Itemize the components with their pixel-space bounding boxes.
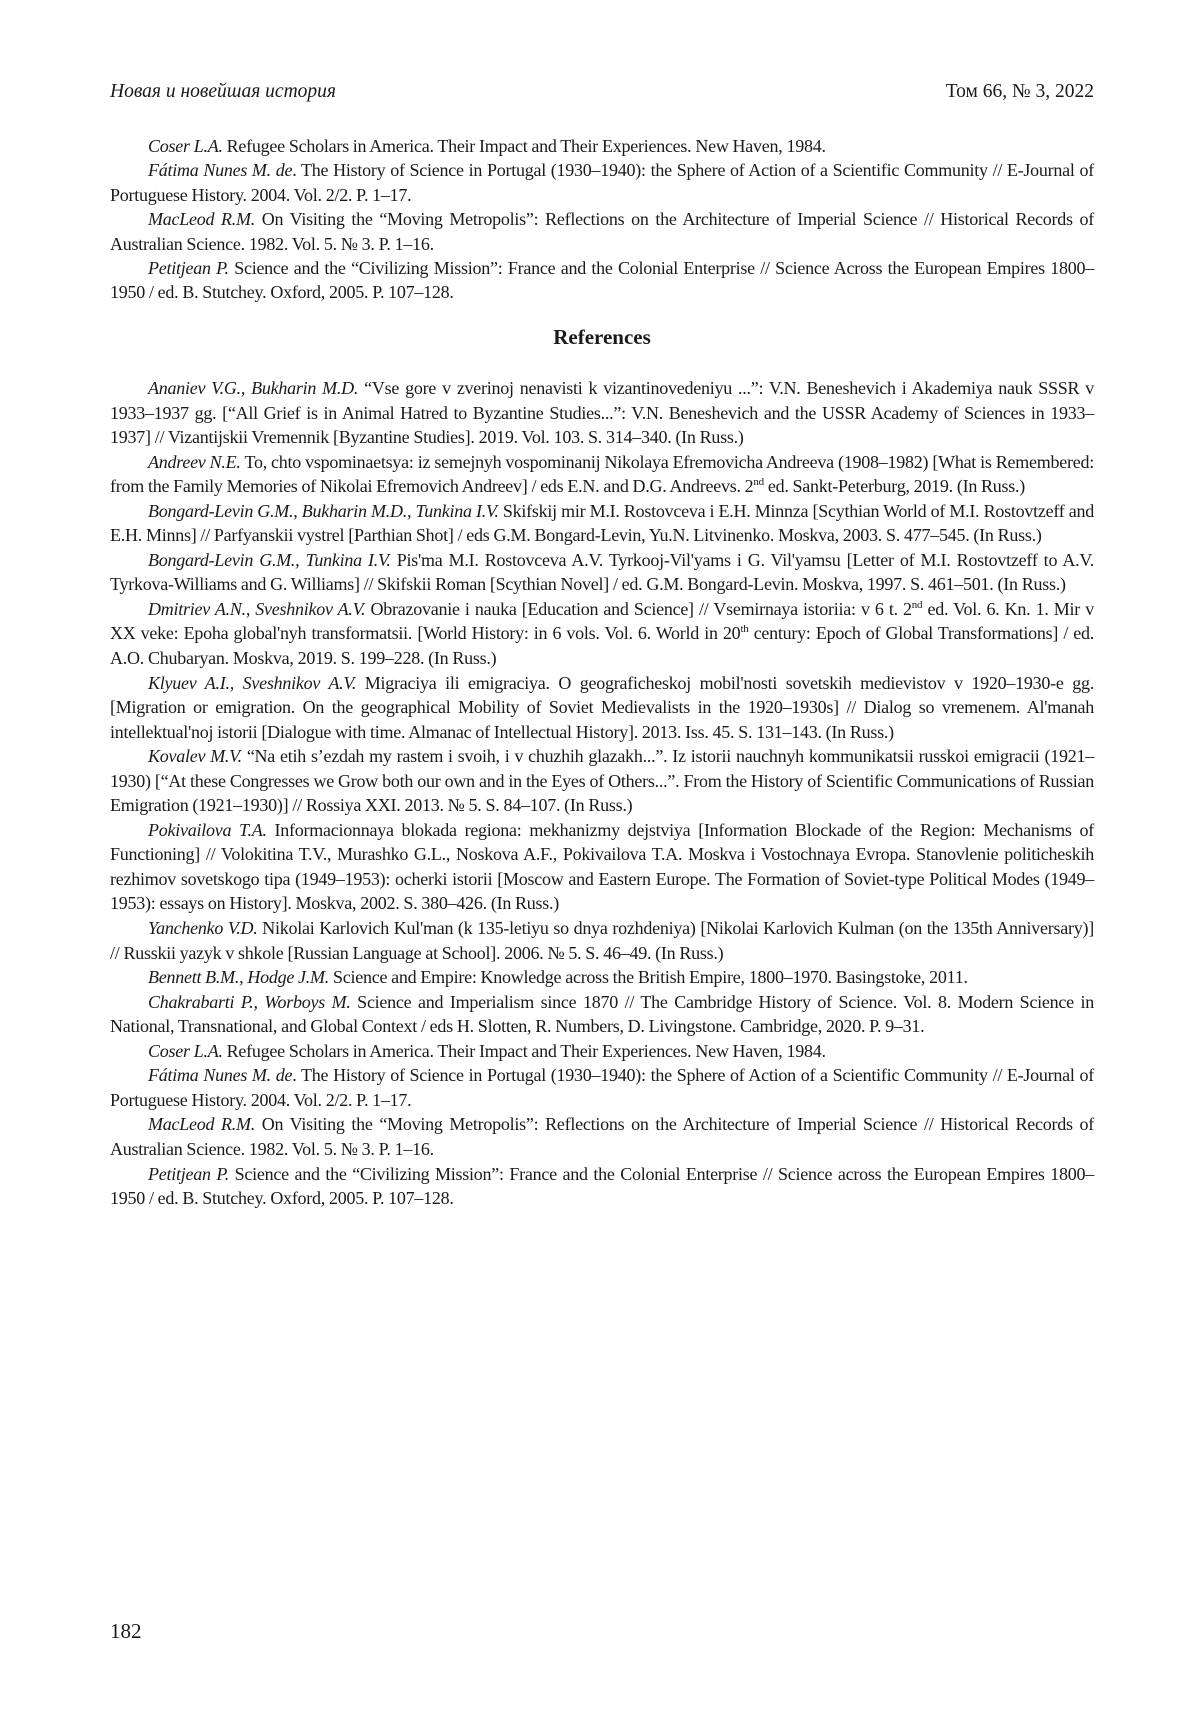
bib-text: Refugee Scholars in America. Their Impact and Their Experiences. New Haven, 1984. [223, 136, 826, 156]
ref-superscript: nd [753, 476, 764, 488]
ref-text: “Na etih s’ezdah my rastem i svoih, i v chuzhih glazakh...”. Iz istorii nauchnyh kommunikatsii russkoi emigracii (1921–1930) [“At these Congresses we Grow both our own and in the Eyes of Others...”. From the History of Scientific Communications of Russian Emigration (1921–1930)] // Rossiya XXI. 2013. № 5. S. 84–107. (In Russ.) [110, 746, 1094, 815]
ref-author: Coser L.A. [148, 1041, 223, 1061]
reference-entry [110, 597, 1094, 671]
ref-text: . The History of Science in Portugal (1930–1940): the Sphere of Action of a Scientific Community // E-Journal of Portuguese History. 2004. Vol. 2/2. P. 1–17. [110, 1065, 1094, 1110]
reference-entry [110, 1162, 1094, 1211]
ref-author: Bennett B.M., Hodge J.M. [148, 967, 329, 987]
page-number: 182 [110, 1618, 142, 1644]
bib-author: Fátima Nunes M. de [148, 160, 292, 180]
ref-author: Bongard-Levin G.M., Bukharin M.D., Tunkina I.V. [148, 501, 499, 521]
bib-entry [110, 256, 1094, 305]
ref-author: Pokivailova T.A. [148, 820, 267, 840]
bib-entry [110, 158, 1094, 207]
ref-text: century: Epoch of Global Transformations] / ed. A.O. Chubaryan. Moskva, 2019. S. 199–228. (In Russ.) [110, 623, 1094, 668]
ref-superscript: th [740, 623, 748, 635]
reference-entry [110, 376, 1094, 450]
ref-author: Kovalev M.V. [148, 746, 242, 766]
bib-author: Coser L.A. [148, 136, 223, 156]
reference-entry [110, 1112, 1094, 1161]
ref-text: “Vse gore v zverinoj nenavisti k vizantinovedeniyu ...”: V.N. Beneshevich i Akademiya nauk SSSR v 1933–1937 gg. [“All Grief is in Animal Hatred to Byzantine Studies...”: V.N. Beneshevich and the USSR Academy of Sciences in 1933–1937] // Vizantijskii Vremennik [Byzantine Studies]. 2019. Vol. 103. S. 314–340. (In Russ.) [110, 378, 1094, 447]
ref-text: Obrazovanie i nauka [Education and Science] // Vsemirnaya istoriia: v 6 t. 2 [365, 599, 912, 619]
reference-entry [110, 965, 1094, 990]
running-head [110, 80, 1094, 104]
ref-author: Klyuev A.I., Sveshnikov A.V. [148, 673, 356, 693]
ref-text: Migraciya ili emigraciya. O geograficheskoj mobil'nosti sovetskih medievistov v 1920–1930-e gg. [Migration or emigration. On the geographical Mobility of Soviet Medievalists in the 1920–1930s] // Dialog so vremenem. Al'manah intellektual'noj istorii [Dialogue with time. Almanac of Intellectual History]. 2013. Iss. 45. S. 131–143. (In Russ.) [110, 673, 1094, 742]
ref-text: Science and Imperialism since 1870 // The Cambridge History of Science. Vol. 8. Modern Science in National, Transnational, and Global Context / eds H. Slotten, R. Numbers, D. Livingstone. Cambridge, 2020. P. 9–31. [110, 992, 1094, 1037]
ref-author: Chakrabarti P., Worboys M. [148, 992, 351, 1012]
bib-author: Petitjean P. [148, 258, 229, 278]
reference-entry [110, 1039, 1094, 1064]
ref-text: Nikolai Karlovich Kul'man (k 135-letiyu so dnya rozhdeniya) [Nikolai Karlovich Kulman (on the 135th Anniversary)] // Russkii yazyk v shkole [Russian Language at School]. 2006. № 5. S. 46–49. (In Russ.) [110, 918, 1094, 963]
ref-author: Andreev N.E. [148, 452, 241, 472]
ref-superscript: nd [912, 599, 923, 611]
bib-entry [110, 207, 1094, 256]
ref-text: Science and the “Civilizing Mission”: France and the Colonial Enterprise // Science across the European Empires 1800–1950 / ed. B. Stutchey. Oxford, 2005. P. 107–128. [110, 1164, 1094, 1209]
ref-author: Ananiev V.G., Bukharin M.D. [148, 378, 358, 398]
ref-author: Petitjean P. [148, 1164, 229, 1184]
bib-author: MacLeod R.M. [148, 209, 255, 229]
issue-info: Том 66, № 3, 2022 [946, 80, 1094, 104]
ref-text: Refugee Scholars in America. Their Impact and Their Experiences. New Haven, 1984. [223, 1041, 826, 1061]
bib-entry [110, 134, 1094, 158]
bib-text: On Visiting the “Moving Metropolis”: Reflections on the Architecture of Imperial Science // Historical Records of Australian Science. 1982. Vol. 5. № 3. P. 1–16. [110, 209, 1094, 253]
ref-text: Pis'ma M.I. Rostovceva A.V. Tyrkooj-Vil'yams i G. Vil'yamsu [Letter of M.I. Rostovtzeff to A.V. Tyrkova-Williams and G. Williams] // Skifskii Roman [Scythian Novel] / ed. G.M. Bongard-Levin. Moskva, 1997. S. 461–501. (In Russ.) [110, 550, 1094, 595]
ref-text: ed. Sankt-Peterburg, 2019. (In Russ.) [764, 476, 1025, 496]
ref-author: Bongard-Levin G.M., Tunkina I.V. [148, 550, 391, 570]
ref-text: Informacionnaya blokada regiona: mekhanizmy dejstviya [Information Blockade of the Region: Mechanisms of Functioning] // Volokitina T.V., Murashko G.L., Noskova A.F., Pokivailova T.A. Moskva i Vostochnaya Evropa. Stanovlenie politicheskih rezhimov sovetskogo tipa (1949–1953): ocherki istorii [Moscow and Eastern Europe. The Formation of Soviet-type Political Modes (1949–1953): essays on History]. Moskva, 2002. S. 380–426. (In Russ.) [110, 820, 1094, 914]
bib-text: Science and the “Civilizing Mission”: France and the Colonial Enterprise // Science Across the European Empires 1800–1950 / ed. B. Stutchey. Oxford, 2005. P. 107–128. [110, 258, 1094, 302]
page [110, 0, 1094, 1719]
journal-title: Новая и новейшая история [110, 80, 336, 104]
bibliography-continued [110, 134, 1094, 305]
reference-entry [110, 744, 1094, 818]
section-title: References [110, 324, 1094, 350]
reference-entry [110, 818, 1094, 916]
reference-entry [110, 548, 1094, 597]
reference-entry [110, 499, 1094, 548]
ref-author: MacLeod R.M. [148, 1114, 255, 1134]
ref-text: ed. Vol. 6. Kn. 1. Mir v XX veke: Epoha global'nyh transformatsii. [World History: in 6 vols. Vol. 6. World in 20 [110, 599, 1094, 644]
ref-author: Yanchenko V.D. [148, 918, 258, 938]
ref-text: To, chto vspominaetsya: iz semejnyh vospominanij Nikolaya Efremovicha Andreeva (1908–1982) [What is Remembered: from the Family Memories of Nikolai Efremovich Andreev] / eds E.N. and D.G. Andreevs. 2 [110, 452, 1094, 497]
reference-entry [110, 990, 1094, 1039]
bib-text: . The History of Science in Portugal (1930–1940): the Sphere of Action of a Scientific Community // E-Journal of Portuguese History. 2004. Vol. 2/2. P. 1–17. [110, 160, 1094, 204]
ref-author: Fátima Nunes M. de [148, 1065, 292, 1085]
ref-author: Dmitriev A.N., Sveshnikov A.V. [148, 599, 365, 619]
reference-entry [110, 671, 1094, 745]
reference-entry [110, 916, 1094, 965]
reference-entry [110, 1063, 1094, 1112]
ref-text: Skifskij mir M.I. Rostovceva i E.H. Minnza [Scythian World of M.I. Rostovtzeff and E.H. Minns] // Parfyanskii vystrel [Parthian Shot] / eds G.M. Bongard-Levin, Yu.N. Litvinenko. Moskva, 2003. S. 477–545. (In Russ.) [110, 501, 1094, 546]
ref-text: On Visiting the “Moving Metropolis”: Reflections on the Architecture of Imperial Science // Historical Records of Australian Science. 1982. Vol. 5. № 3. P. 1–16. [110, 1114, 1094, 1159]
reference-entry [110, 450, 1094, 499]
references-list [110, 376, 1094, 1211]
ref-text: Science and Empire: Knowledge across the British Empire, 1800–1970. Basingstoke, 2011. [329, 967, 968, 987]
